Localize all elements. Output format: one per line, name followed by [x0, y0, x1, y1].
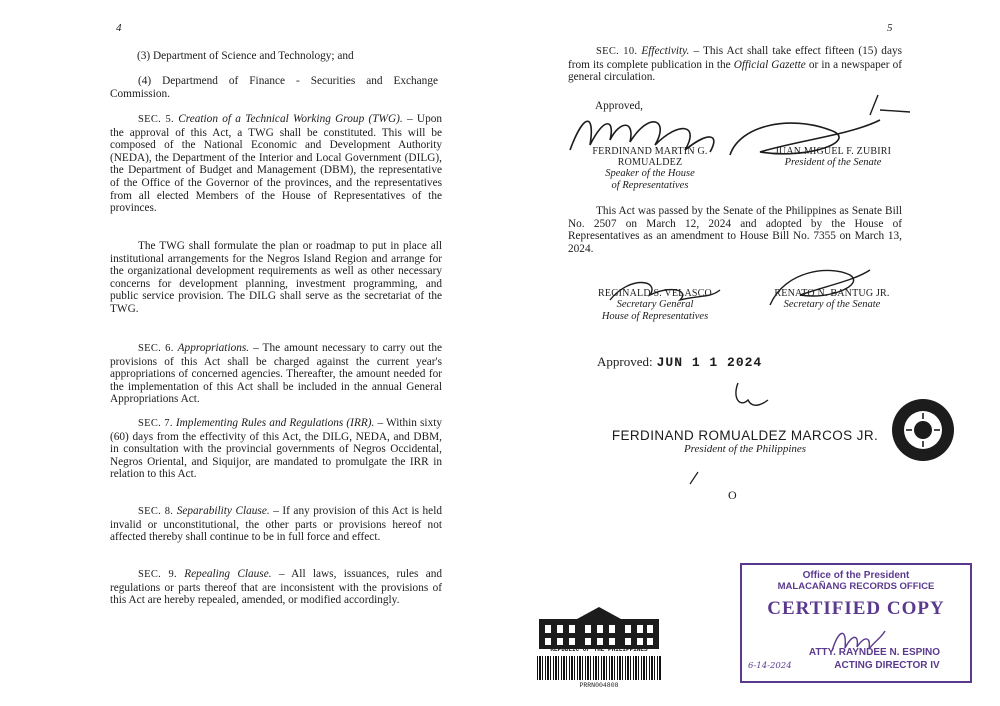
sec-6-body: – The amount necessary to carry out the provisions of this Act shall be charged against the current year's appropriations of concerned agencies. Thereafter, the amount needed for the implementation of this Act shall be included in the annual General Appropriations Act.: [110, 342, 443, 406]
sec-10-body-b: or in a newspaper of general circulation.: [568, 58, 902, 84]
speaker-block: [560, 146, 740, 192]
sec-7: [110, 417, 442, 481]
approved-date: JUN 1 1 2024: [656, 355, 763, 370]
house-secgen-title-1: Secretary General: [616, 299, 694, 310]
barcode-number: PRRN004808: [579, 682, 619, 689]
sec-5-para-2: The TWG shall formulate the plan or roadmap to put in place all institutional arrangements for the Negros Island Region and arrange for the organizational development requirements as well as other necessary concerns for development planning, investment programming, and public service provision. The DILG shall serve as the secretariat of the TWG.: [110, 240, 442, 315]
stamp-date: 6-14-2024: [748, 661, 792, 671]
sec-6-title: Appropriations.: [177, 342, 250, 354]
senate-president-title: President of the Senate: [784, 157, 882, 168]
sec-6-label: SEC. 6.: [138, 343, 174, 354]
stamp-atty: ATTY. RAYNDEE N. ESPINO: [808, 647, 941, 658]
president-block: [570, 428, 920, 455]
stamp-acting: ACTING DIRECTOR IV: [834, 660, 940, 671]
president-signature: [730, 378, 780, 418]
speaker-name: FERDINAND MARTIN G. ROMUALDEZ: [592, 146, 708, 168]
barcode: [537, 656, 661, 680]
sec-10-title: Effectivity.: [641, 45, 690, 57]
sec-8-label: SEC. 8.: [138, 506, 174, 517]
sec-6: [110, 342, 442, 406]
president-name: FERDINAND ROMUALDEZ MARCOS JR.: [611, 428, 879, 443]
stamp-certified: CERTIFIED COPY: [767, 598, 945, 619]
sec-7-title: Implementing Rules and Regulations (IRR).: [175, 417, 375, 429]
sec-5-body: – Upon the approval of this Act, a TWG shall be constituted. This will be composed of the National Economic and Development Authority (NEDA), the Department of the Interior and Local Government (DILG), the Department of Budget and Management (DBM), the representative of the Office of the Governor of the provinces, and the representatives from all elected Members of the House of Representatives of the provinces.: [110, 113, 443, 215]
sec-10-gazette: Official Gazette: [733, 58, 806, 71]
sec-8-title: Separability Clause.: [176, 505, 270, 517]
stamp-records: MALACAÑANG RECORDS OFFICE: [777, 581, 935, 592]
sec-5: [110, 113, 442, 215]
sec-8-body: – If any provision of this Act is held invalid or unconstitutional, the other parts or provisions hereof not affected thereby shall continue to be in full force and effect.: [110, 505, 442, 544]
item-3: (3) Department of Science and Technology; and: [137, 50, 354, 62]
house-secgen-name: REGINALD S. VELASCO: [598, 288, 712, 299]
sec-9: [110, 568, 442, 607]
tick-mark: [687, 470, 701, 486]
sec-7-body: – Within sixty (60) days from the effectivity of this Act, the DILG, NEDA, and DBM, in consultation with the provincial governments of Negros Occidental, Negros Oriental, and Siquijor, are mandated to promulgate the IRR in relation to this Act.: [110, 417, 442, 481]
president-title: President of the Philippines: [683, 443, 807, 455]
approved-date-label: Approved:: [597, 354, 653, 369]
circle-mark: O: [728, 488, 737, 502]
senate-president-block: [758, 146, 908, 169]
sec-5-label: SEC. 5.: [138, 114, 174, 125]
sec-10: [568, 45, 902, 84]
sec-10-label: SEC. 10.: [596, 46, 638, 57]
stamp-office: Office of the President: [802, 570, 910, 581]
house-secgen-title-2: House of Representatives: [601, 311, 709, 322]
sec-5-title: Creation of a Technical Working Group (TWG).: [178, 113, 403, 125]
senate-president-name: JUAN MIGUEL F. ZUBIRI: [774, 146, 892, 157]
sec-8: [110, 505, 442, 544]
sec-9-title: Repealing Clause.: [184, 568, 272, 580]
sec-7-label: SEC. 7.: [138, 418, 173, 429]
senate-secgen-title: Secretary of the Senate: [783, 299, 881, 310]
page-number: 4: [116, 22, 122, 34]
approved-date-row: [597, 353, 762, 371]
item-4: (4) Departmend of Finance - Securities and Exchange Commission.: [110, 75, 438, 100]
certified-copy-stamp: [740, 563, 972, 683]
speaker-title-1: Speaker of the House: [605, 168, 695, 179]
approved-label: Approved,: [595, 100, 644, 112]
sec-9-body: – All laws, issuances, rules and regulations or parts thereof that are inconsistent with the provisions of this Act are hereby repealed, amended, or modified accordingly.: [110, 568, 443, 607]
speaker-title-2: of Representatives: [611, 180, 689, 191]
passage-text: This Act was passed by the Senate of the Philippines as Senate Bill No. 2507 on March 12, 2024 and adopted by the House of Representatives as an amendment to House Bill No. 7355 on March 13, 2024.: [568, 205, 902, 255]
senate-secgen-name: RENATO N. BANTUG JR.: [774, 288, 890, 299]
senate-secgen-block: [762, 288, 902, 311]
house-secgen-block: [580, 288, 730, 323]
sec-10-body-a: – This Act shall take effect fifteen (15) days from its complete publication in the: [568, 45, 903, 71]
seal-caption: REPUBLIC OF THE PHILIPPINES: [550, 646, 648, 653]
sec-9-label: SEC. 9.: [138, 569, 177, 580]
page-number: 5: [887, 22, 893, 34]
